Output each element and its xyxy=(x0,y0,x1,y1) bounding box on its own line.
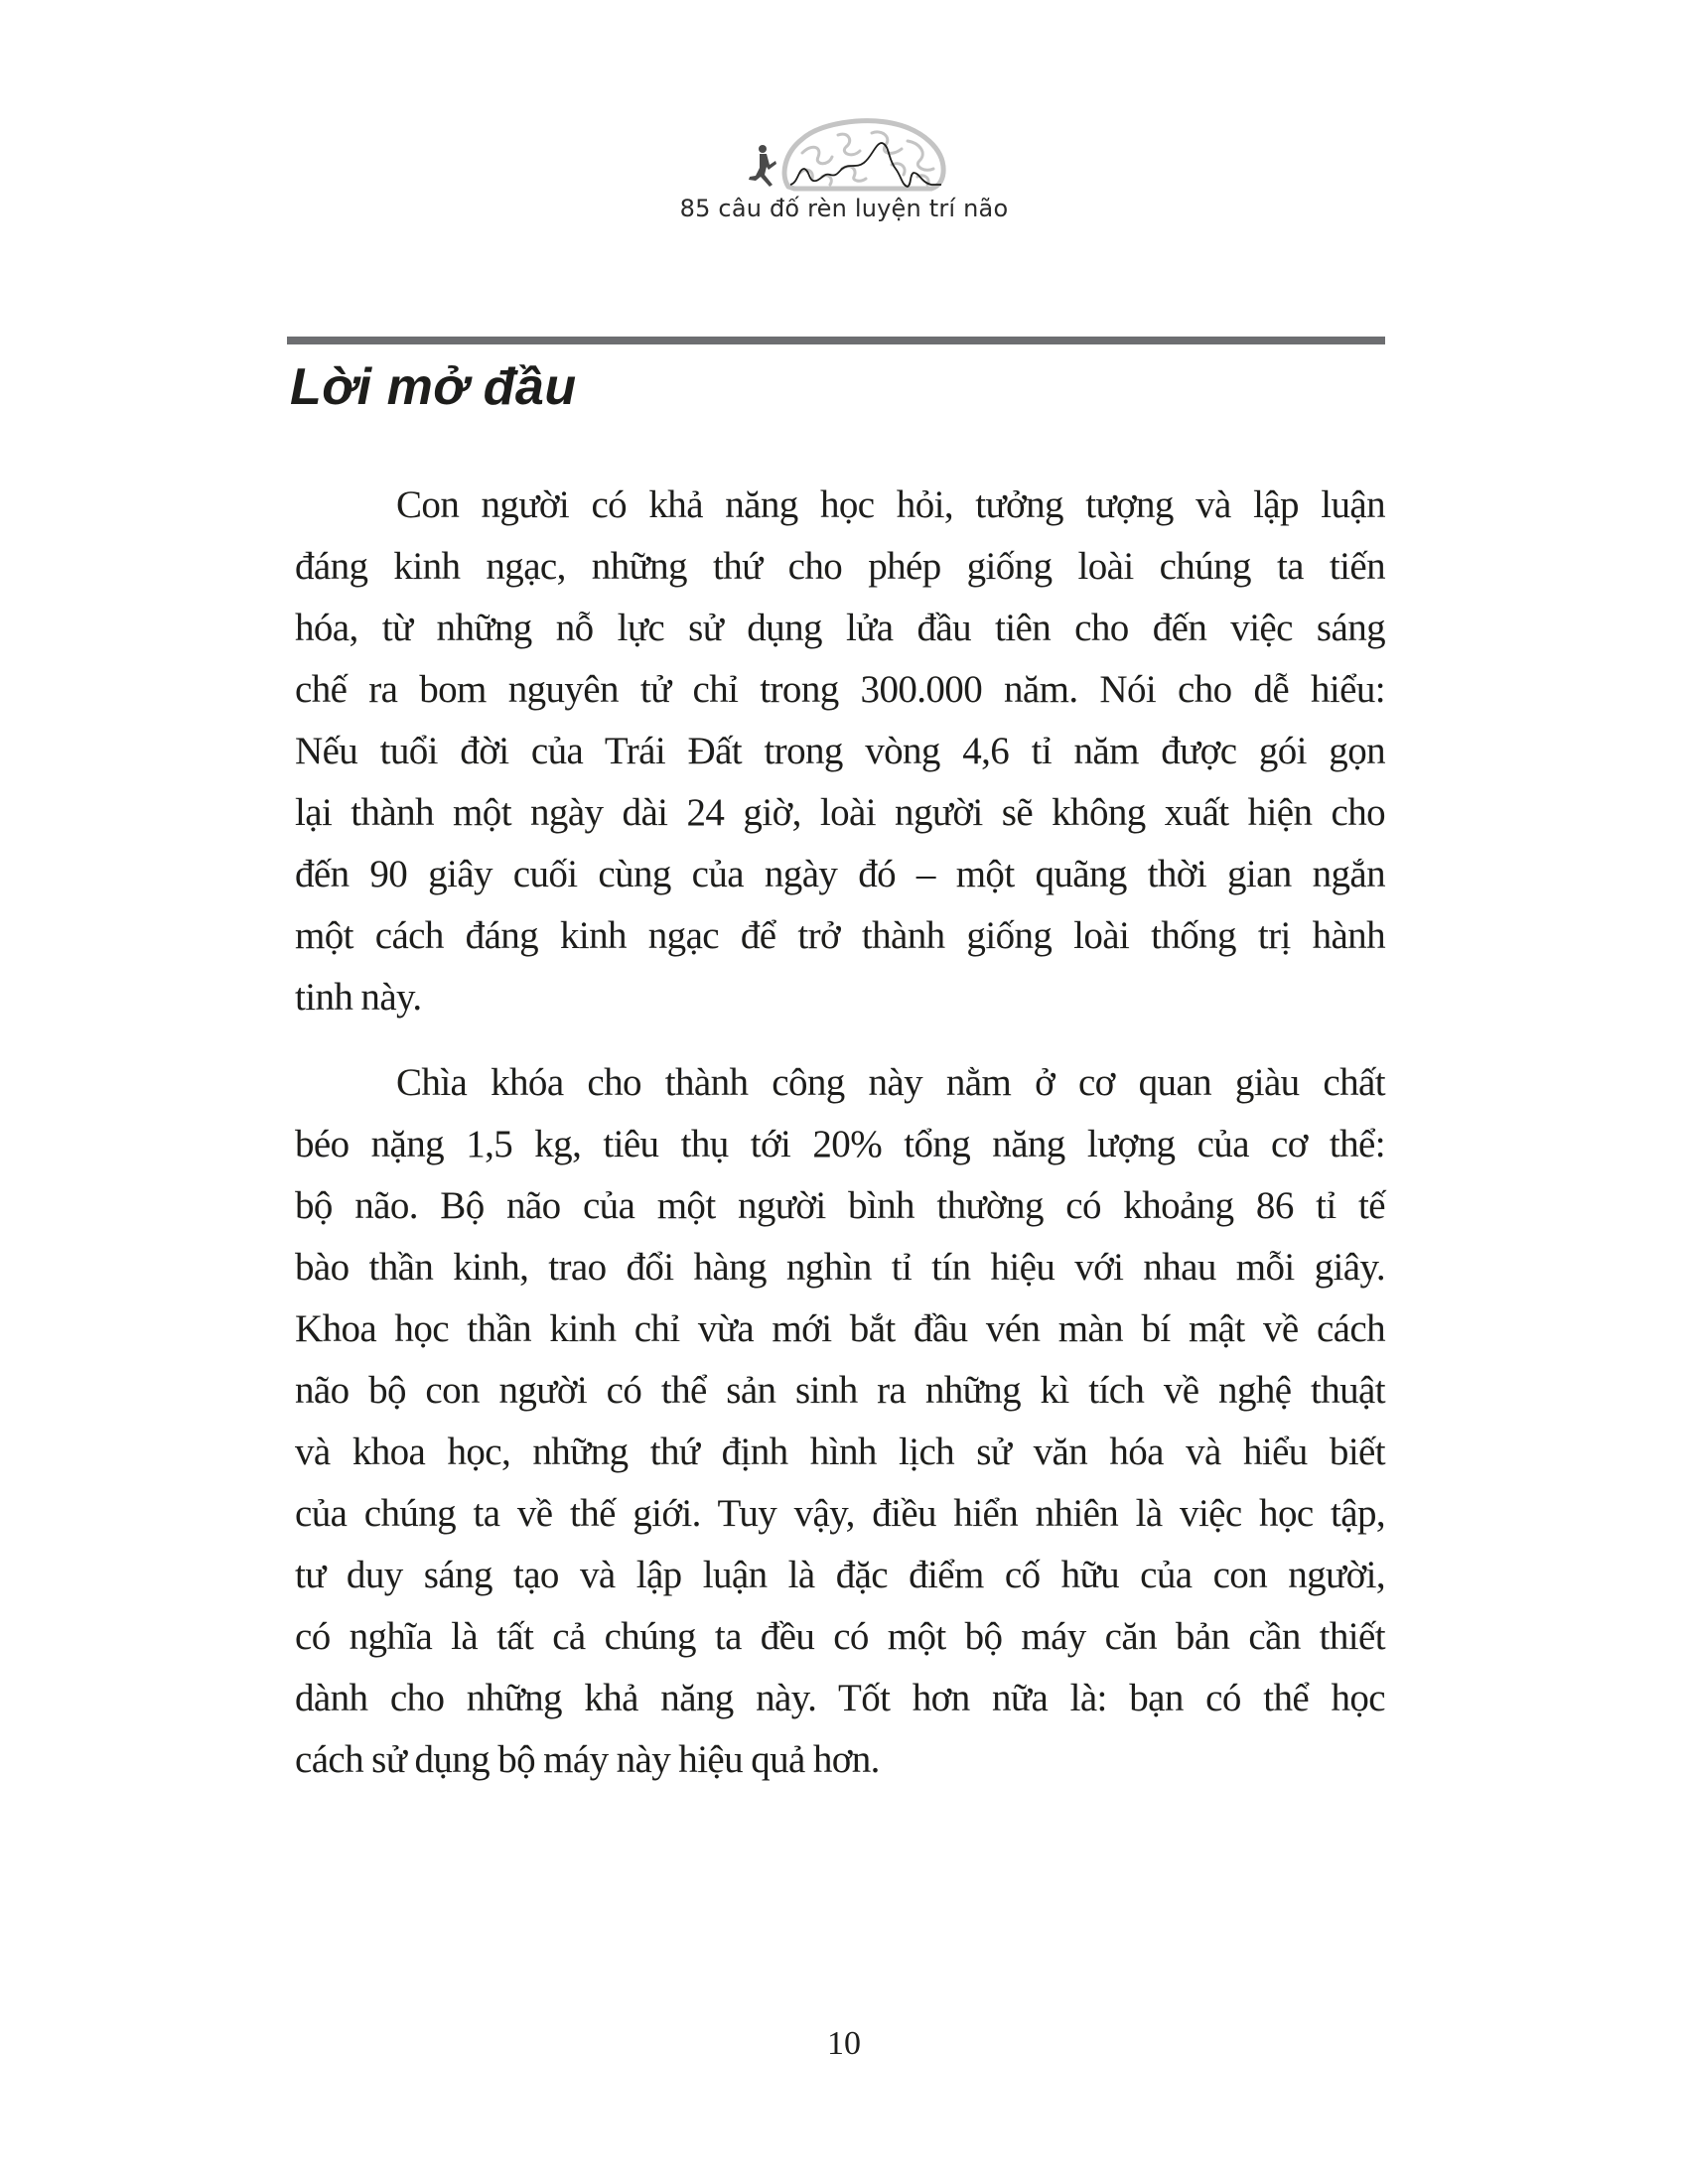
text-line: béo nặng 1,5 kg, tiêu thụ tới 20% tổng năng lượng của cơ thể: xyxy=(295,1123,1385,1165)
text-line: có nghĩa là tất cả chúng ta đều có một bộ máy căn bản cần thiết xyxy=(295,1615,1385,1658)
text-line: Chìa khóa cho thành công này nằm ở cơ quan giàu chất xyxy=(396,1061,1385,1104)
text-line: và khoa học, những thứ định hình lịch sử văn hóa và hiểu biết xyxy=(295,1431,1385,1473)
header-logo xyxy=(743,113,951,193)
text-line: Khoa học thần kinh chỉ vừa mới bắt đầu vén màn bí mật về cách xyxy=(295,1307,1385,1350)
brain-maze-icon xyxy=(784,121,943,189)
text-line: cách sử dụng bộ máy này hiệu quả hơn. xyxy=(295,1738,880,1781)
chapter-rule xyxy=(287,337,1385,344)
text-line: hóa, từ những nỗ lực sử dụng lửa đầu tiên cho đến việc sáng xyxy=(295,607,1385,649)
text-line: một cách đáng kinh ngạc để trở thành giống loài thống trị hành xyxy=(295,914,1385,957)
text-line: bộ não. Bộ não của một người bình thường có khoảng 86 tỉ tế xyxy=(295,1184,1385,1227)
chapter-title: Lời mở đầu xyxy=(290,358,577,416)
text-line: bào thần kinh, trao đổi hàng nghìn tỉ tín hiệu với nhau mỗi giây. xyxy=(295,1246,1385,1289)
text-line: đáng kinh ngạc, những thứ cho phép giống loài chúng ta tiến xyxy=(295,545,1385,588)
text-line: tư duy sáng tạo và lập luận là đặc điểm cố hữu của con người, xyxy=(295,1554,1385,1596)
text-line: não bộ con người có thể sản sinh ra những kì tích về nghệ thuật xyxy=(295,1369,1385,1412)
text-line: lại thành một ngày dài 24 giờ, loài người sẽ không xuất hiện cho xyxy=(295,791,1385,834)
running-man-icon xyxy=(749,145,776,187)
text-line: Con người có khả năng học hỏi, tưởng tượng và lập luận xyxy=(396,483,1385,526)
paragraph-1 xyxy=(295,475,1385,1028)
text-line: tinh này. xyxy=(295,976,422,1019)
text-line: chế ra bom nguyên tử chỉ trong 300.000 năm. Nói cho dễ hiểu: xyxy=(295,668,1385,711)
paragraph-2 xyxy=(295,1052,1385,1791)
body-text xyxy=(295,475,1385,1791)
text-line: của chúng ta về thế giới. Tuy vậy, điều hiển nhiên là việc học tập, xyxy=(295,1492,1385,1535)
page-number: 10 xyxy=(827,2025,861,2062)
text-line: dành cho những khả năng này. Tốt hơn nữa là: bạn có thể học xyxy=(295,1677,1385,1719)
text-line: đến 90 giây cuối cùng của ngày đó – một quãng thời gian ngắn xyxy=(295,853,1385,895)
text-line: Nếu tuổi đời của Trái Đất trong vòng 4,6 tỉ năm được gói gọn xyxy=(295,730,1385,772)
running-head: 85 câu đố rèn luyện trí não xyxy=(679,195,1009,222)
